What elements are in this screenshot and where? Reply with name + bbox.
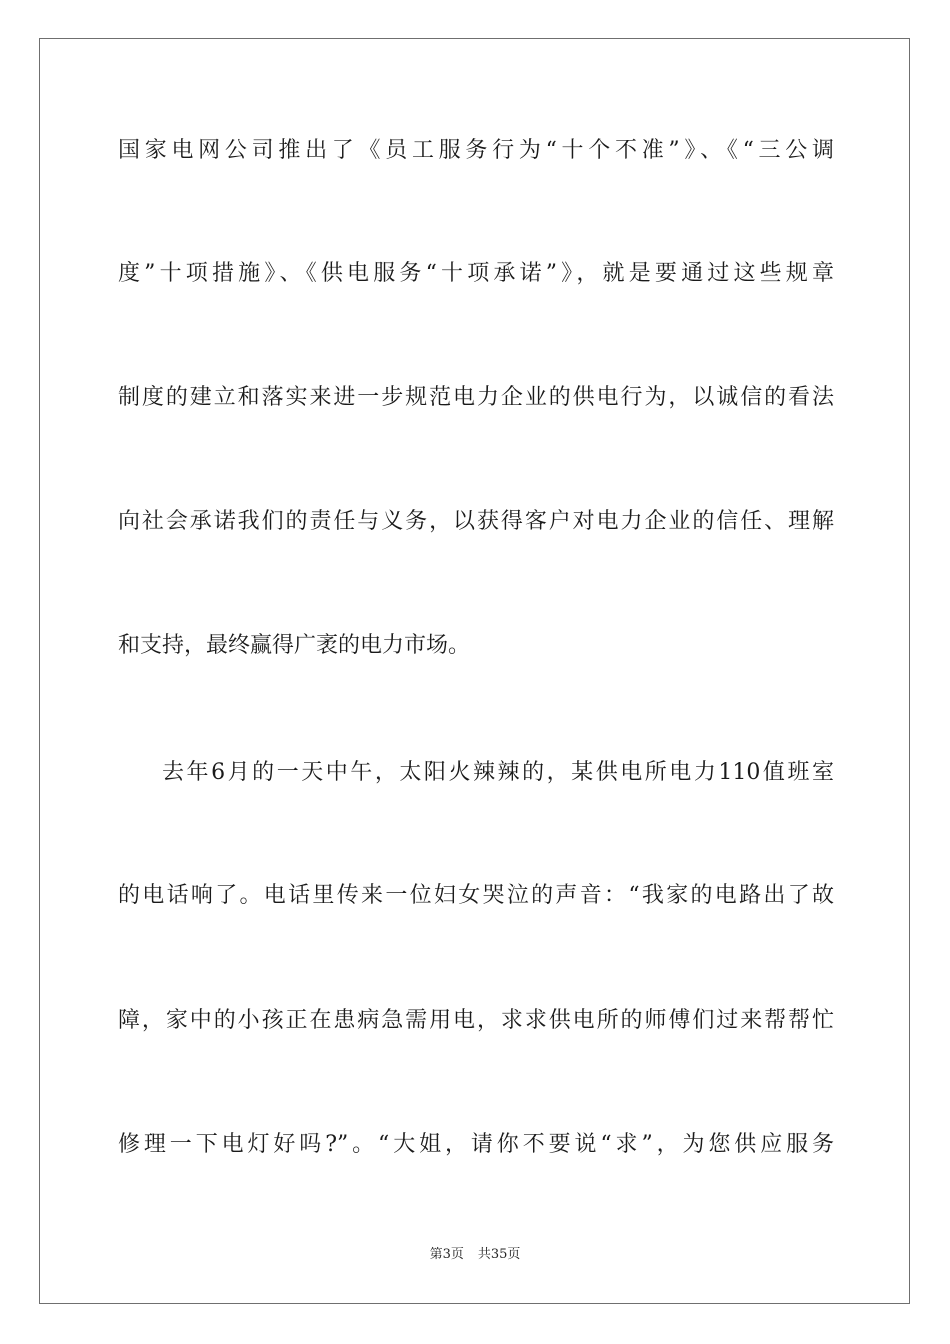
page-footer: [0, 1246, 950, 1264]
body-text-line: 的电话响了。电话里传来一位妇女哭泣的声音：“我家的电路出了故: [118, 883, 834, 908]
page-number: 第3页: [429, 1247, 464, 1262]
body-text-line: 向社会承诺我们的责任与义务，以获得客户对电力企业的信任、理解: [118, 509, 834, 534]
body-text-line: 国家电网公司推出了《员工服务行为“十个不准”》、《“三公调: [118, 138, 834, 163]
body-text-line-indented: 去年6月的一天中午，太阳火辣辣的，某供电所电力110值班室: [162, 760, 834, 785]
body-text-line: 修理一下电灯好吗?”。“大姐，请你不要说“求”，为您供应服务: [118, 1132, 834, 1157]
body-text-line: 和支持，最终赢得广袤的电力市场。: [118, 633, 471, 658]
body-text-line: 制度的建立和落实来进一步规范电力企业的供电行为，以诚信的看法: [118, 385, 834, 410]
body-text-line: 度”十项措施》、《供电服务“十项承诺”》，就是要通过这些规章: [118, 261, 834, 286]
total-pages: 共35页: [477, 1247, 521, 1262]
body-text-line: 障，家中的小孩正在患病急需用电，求求供电所的师傅们过来帮帮忙: [118, 1008, 834, 1033]
page-border: [39, 38, 910, 1304]
